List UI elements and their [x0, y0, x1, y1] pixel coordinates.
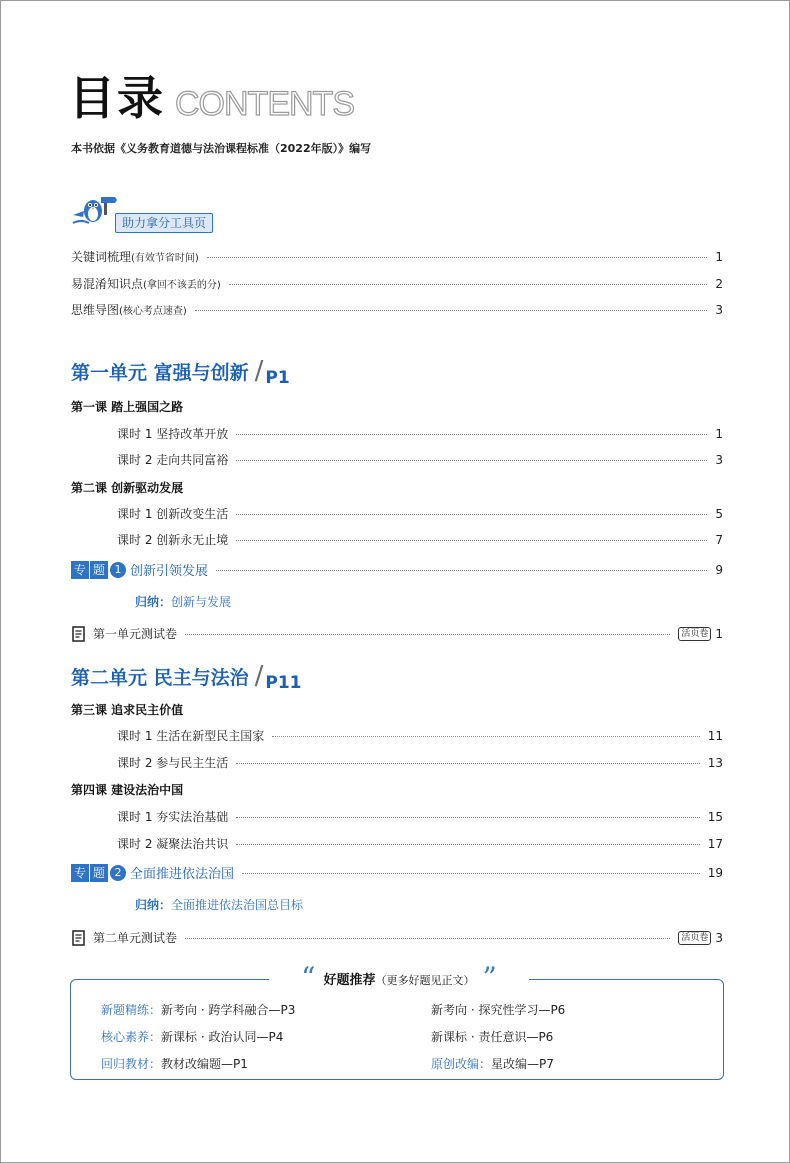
recommend-item[interactable]	[431, 1001, 565, 1018]
leader-dots	[216, 570, 707, 571]
recommend-text: 教材改编题—P1	[161, 1057, 248, 1071]
topic-label: 创新引领发展	[130, 564, 209, 579]
contents-heading: CONTENTS	[175, 85, 354, 123]
unit-title: 第二单元 民主与法治	[71, 667, 249, 689]
page-number: 1	[715, 626, 723, 641]
recommend-title: 好题推荐	[323, 972, 376, 988]
entry-label: 易混淆知识点	[71, 277, 144, 291]
toc-entry[interactable]	[71, 275, 723, 292]
entry-label: 关键词梳理	[71, 250, 132, 264]
leader-dots	[236, 460, 707, 461]
recommend-text: 星改编—P7	[491, 1057, 554, 1071]
recommend-key: 新题精练：	[101, 1003, 162, 1017]
entry-label: 课时 2 创新永无止境	[117, 533, 229, 547]
leader-dots	[242, 873, 700, 874]
page-number: 5	[715, 506, 723, 521]
recommend-text: 新课标 · 责任意识—P6	[431, 1030, 554, 1044]
page-number: 3	[715, 452, 723, 467]
leader-dots	[236, 514, 707, 515]
unit-heading[interactable]	[71, 661, 302, 691]
summary-text: 全面推进依法治国总目标	[171, 898, 304, 912]
topic-badge: 专 题 1	[71, 561, 126, 579]
lesson-title: 第四课 建设法治中国	[71, 783, 184, 797]
topic-entry[interactable]	[71, 560, 723, 579]
curriculum-basis-note: 本书依据《义务教育道德与法治课程标准（2022年版）》编写	[71, 142, 372, 155]
close-quote-icon: ”	[482, 961, 497, 994]
leader-dots	[229, 284, 708, 285]
toc-entry[interactable]	[71, 248, 723, 265]
recommend-item[interactable]	[101, 1001, 295, 1018]
unit-heading[interactable]	[71, 356, 290, 386]
test-entry[interactable]	[71, 625, 723, 642]
loose-leaf-tag: 活页卷	[678, 627, 711, 641]
toc-entry[interactable]	[117, 425, 723, 442]
recommend-header	[269, 963, 529, 993]
test-paper-icon	[71, 626, 87, 642]
test-entry[interactable]	[71, 929, 723, 946]
page-number: 3	[715, 930, 723, 945]
recommend-text: 新课标 · 政治认同—P4	[161, 1030, 284, 1044]
topic-label: 全面推进依法治国	[130, 867, 235, 882]
open-quote-icon: “	[301, 961, 316, 994]
tools-tag: 助力拿分工具页	[115, 213, 213, 233]
topic-badge: 专 题 2	[71, 864, 126, 882]
page-number: 1	[715, 249, 723, 264]
page-number: 11	[707, 728, 723, 743]
toc-entry[interactable]	[117, 451, 723, 468]
page-number: 17	[707, 836, 723, 851]
bird-mascot-icon	[71, 193, 119, 229]
entry-label: 课时 2 参与民主生活	[117, 756, 229, 770]
recommend-key: 原创改编：	[431, 1057, 492, 1071]
entry-label: 课时 1 创新改变生活	[117, 507, 229, 521]
leader-dots	[185, 634, 670, 635]
page-number: 2	[715, 276, 723, 291]
recommend-key: 回归教材：	[101, 1057, 162, 1071]
test-paper-icon	[71, 930, 87, 946]
summary-key: 归纳：	[135, 898, 172, 912]
entry-label: 课时 1 坚持改革开放	[117, 427, 229, 441]
lesson-title: 第二课 创新驱动发展	[71, 481, 184, 495]
slash-divider: /	[254, 661, 264, 691]
page-number: 3	[715, 302, 723, 317]
leader-dots	[236, 540, 707, 541]
entry-note: (有效节省时间)	[131, 253, 199, 264]
entry-label: 课时 1 生活在新型民主国家	[117, 729, 265, 743]
test-label: 第一单元测试卷	[93, 627, 178, 641]
toc-entry[interactable]	[117, 835, 723, 852]
toc-entry[interactable]	[117, 727, 723, 744]
page-number: 9	[715, 562, 723, 577]
test-label: 第二单元测试卷	[93, 931, 178, 945]
entry-label: 课时 2 走向共同富裕	[117, 453, 229, 467]
recommend-item[interactable]	[101, 1028, 283, 1045]
summary-line	[135, 896, 303, 913]
summary-key: 归纳：	[135, 595, 172, 609]
topic-number: 1	[110, 562, 126, 578]
unit-title: 第一单元 富强与创新	[71, 362, 249, 384]
slash-divider: /	[254, 356, 264, 386]
lesson-title: 第三课 追求民主价值	[71, 703, 184, 717]
toc-entry[interactable]	[71, 301, 723, 318]
leader-dots	[236, 763, 699, 764]
toc-entry[interactable]	[117, 754, 723, 771]
leader-dots	[236, 817, 699, 818]
entry-label: 课时 1 夯实法治基础	[117, 810, 229, 824]
page-number: 1	[715, 426, 723, 441]
recommend-item[interactable]	[431, 1055, 554, 1072]
leader-dots	[207, 257, 708, 258]
unit-page: P11	[265, 673, 302, 693]
entry-note: (核心考点速查)	[119, 306, 187, 317]
entry-label: 课时 2 凝聚法治共识	[117, 837, 229, 851]
recommend-key: 核心素养：	[101, 1030, 162, 1044]
leader-dots	[236, 844, 699, 845]
entry-note: (拿回不该丢的分)	[143, 280, 221, 291]
leader-dots	[236, 434, 707, 435]
entry-label: 思维导图	[71, 303, 120, 317]
leader-dots	[195, 310, 708, 311]
page-number: 7	[715, 532, 723, 547]
page-title: 目录	[69, 71, 165, 125]
recommend-item[interactable]	[101, 1055, 248, 1072]
loose-leaf-tag: 活页卷	[678, 931, 711, 945]
recommend-text: 新考向 · 探究性学习—P6	[431, 1003, 566, 1017]
page-number: 13	[707, 755, 723, 770]
topic-entry[interactable]	[71, 863, 723, 882]
leader-dots	[185, 938, 670, 939]
topic-number: 2	[110, 865, 126, 881]
unit-page: P1	[265, 368, 290, 388]
tools-section-header	[71, 193, 271, 237]
lesson-title: 第一课 踏上强国之路	[71, 400, 184, 414]
recommend-text: 新考向 · 跨学科融合—P3	[161, 1003, 296, 1017]
summary-line	[135, 593, 231, 610]
page-number: 15	[707, 809, 723, 824]
recommend-note: （更多好题见正文）	[375, 973, 475, 987]
toc-entry[interactable]	[117, 505, 723, 522]
toc-entry[interactable]	[117, 808, 723, 825]
summary-text: 创新与发展	[171, 595, 232, 609]
leader-dots	[272, 736, 699, 737]
page-number: 19	[707, 865, 723, 880]
recommend-item[interactable]	[431, 1028, 553, 1045]
toc-entry[interactable]	[117, 531, 723, 548]
